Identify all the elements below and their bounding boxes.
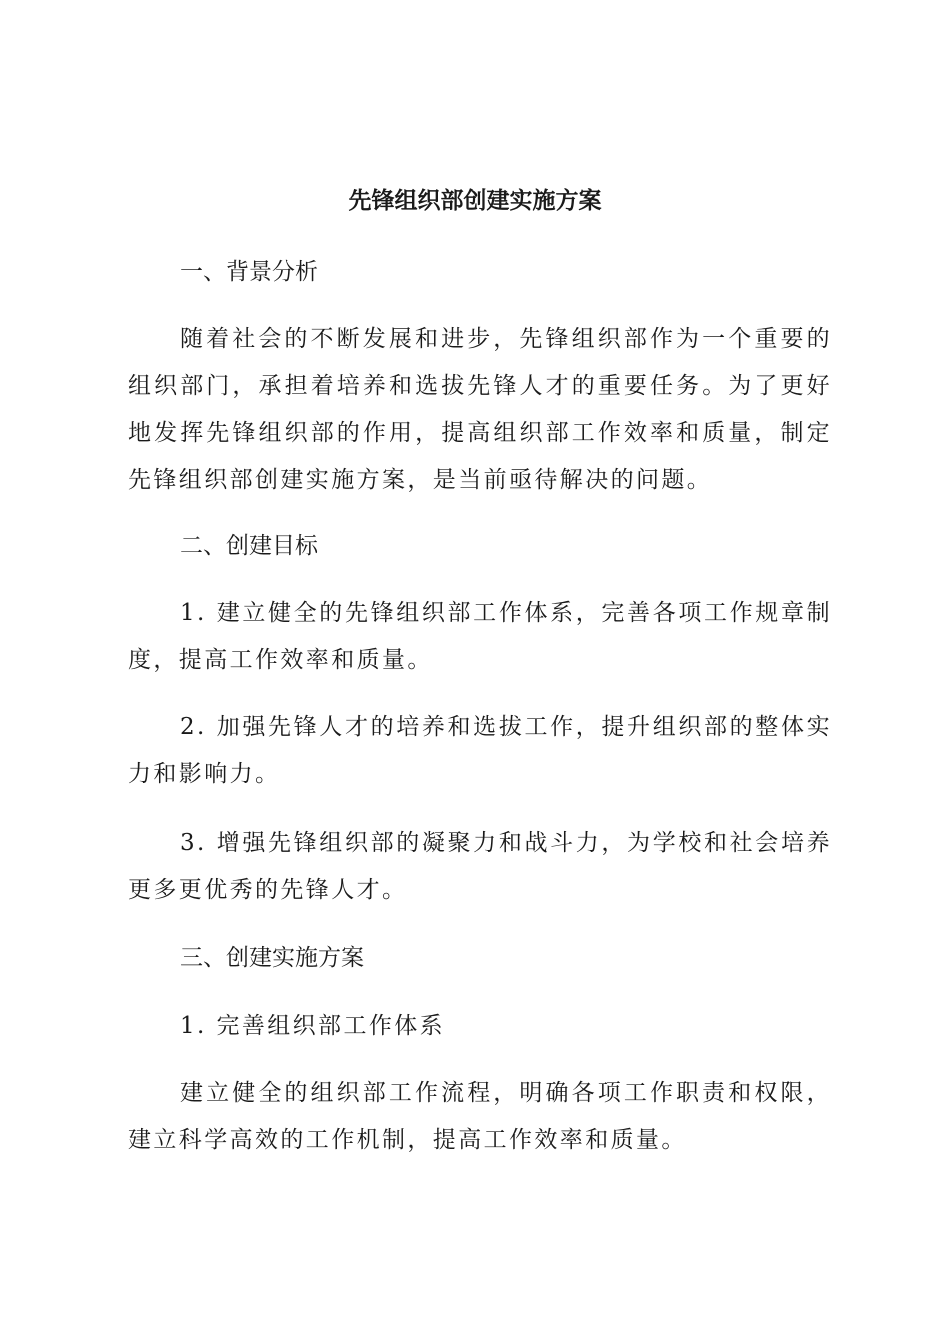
section-heading-background: 一、背景分析 — [180, 259, 318, 285]
section-heading-goals: 二、创建目标 — [180, 533, 318, 559]
document-title: 先锋组织部创建实施方案 — [348, 188, 602, 214]
subheading-plan-1: 1. 完善组织部工作体系 — [180, 1013, 446, 1039]
paragraph-goal-2: 2. 加强先锋人才的培养和选拔工作，提升组织部的整体实力和影响力。 — [128, 714, 832, 787]
section-heading-plan: 三、创建实施方案 — [180, 945, 364, 971]
paragraph-background: 随着社会的不断发展和进步，先锋组织部作为一个重要的组织部门，承担着培养和选拔先锋人才的重要任务。为了更好地发挥先锋组织部的作用，提高组织部工作效率和质量，制定先锋组织部创建实施方案，是当前亟待解决的问题。 — [128, 326, 832, 493]
paragraph-goal-3: 3. 增强先锋组织部的凝聚力和战斗力，为学校和社会培养更多更优秀的先锋人才。 — [128, 830, 832, 903]
paragraph-plan-1: 建立健全的组织部工作流程，明确各项工作职责和权限，建立科学高效的工作机制，提高工作效率和质量。 — [128, 1080, 832, 1153]
paragraph-goal-1: 1. 建立健全的先锋组织部工作体系，完善各项工作规章制度，提高工作效率和质量。 — [128, 600, 832, 673]
